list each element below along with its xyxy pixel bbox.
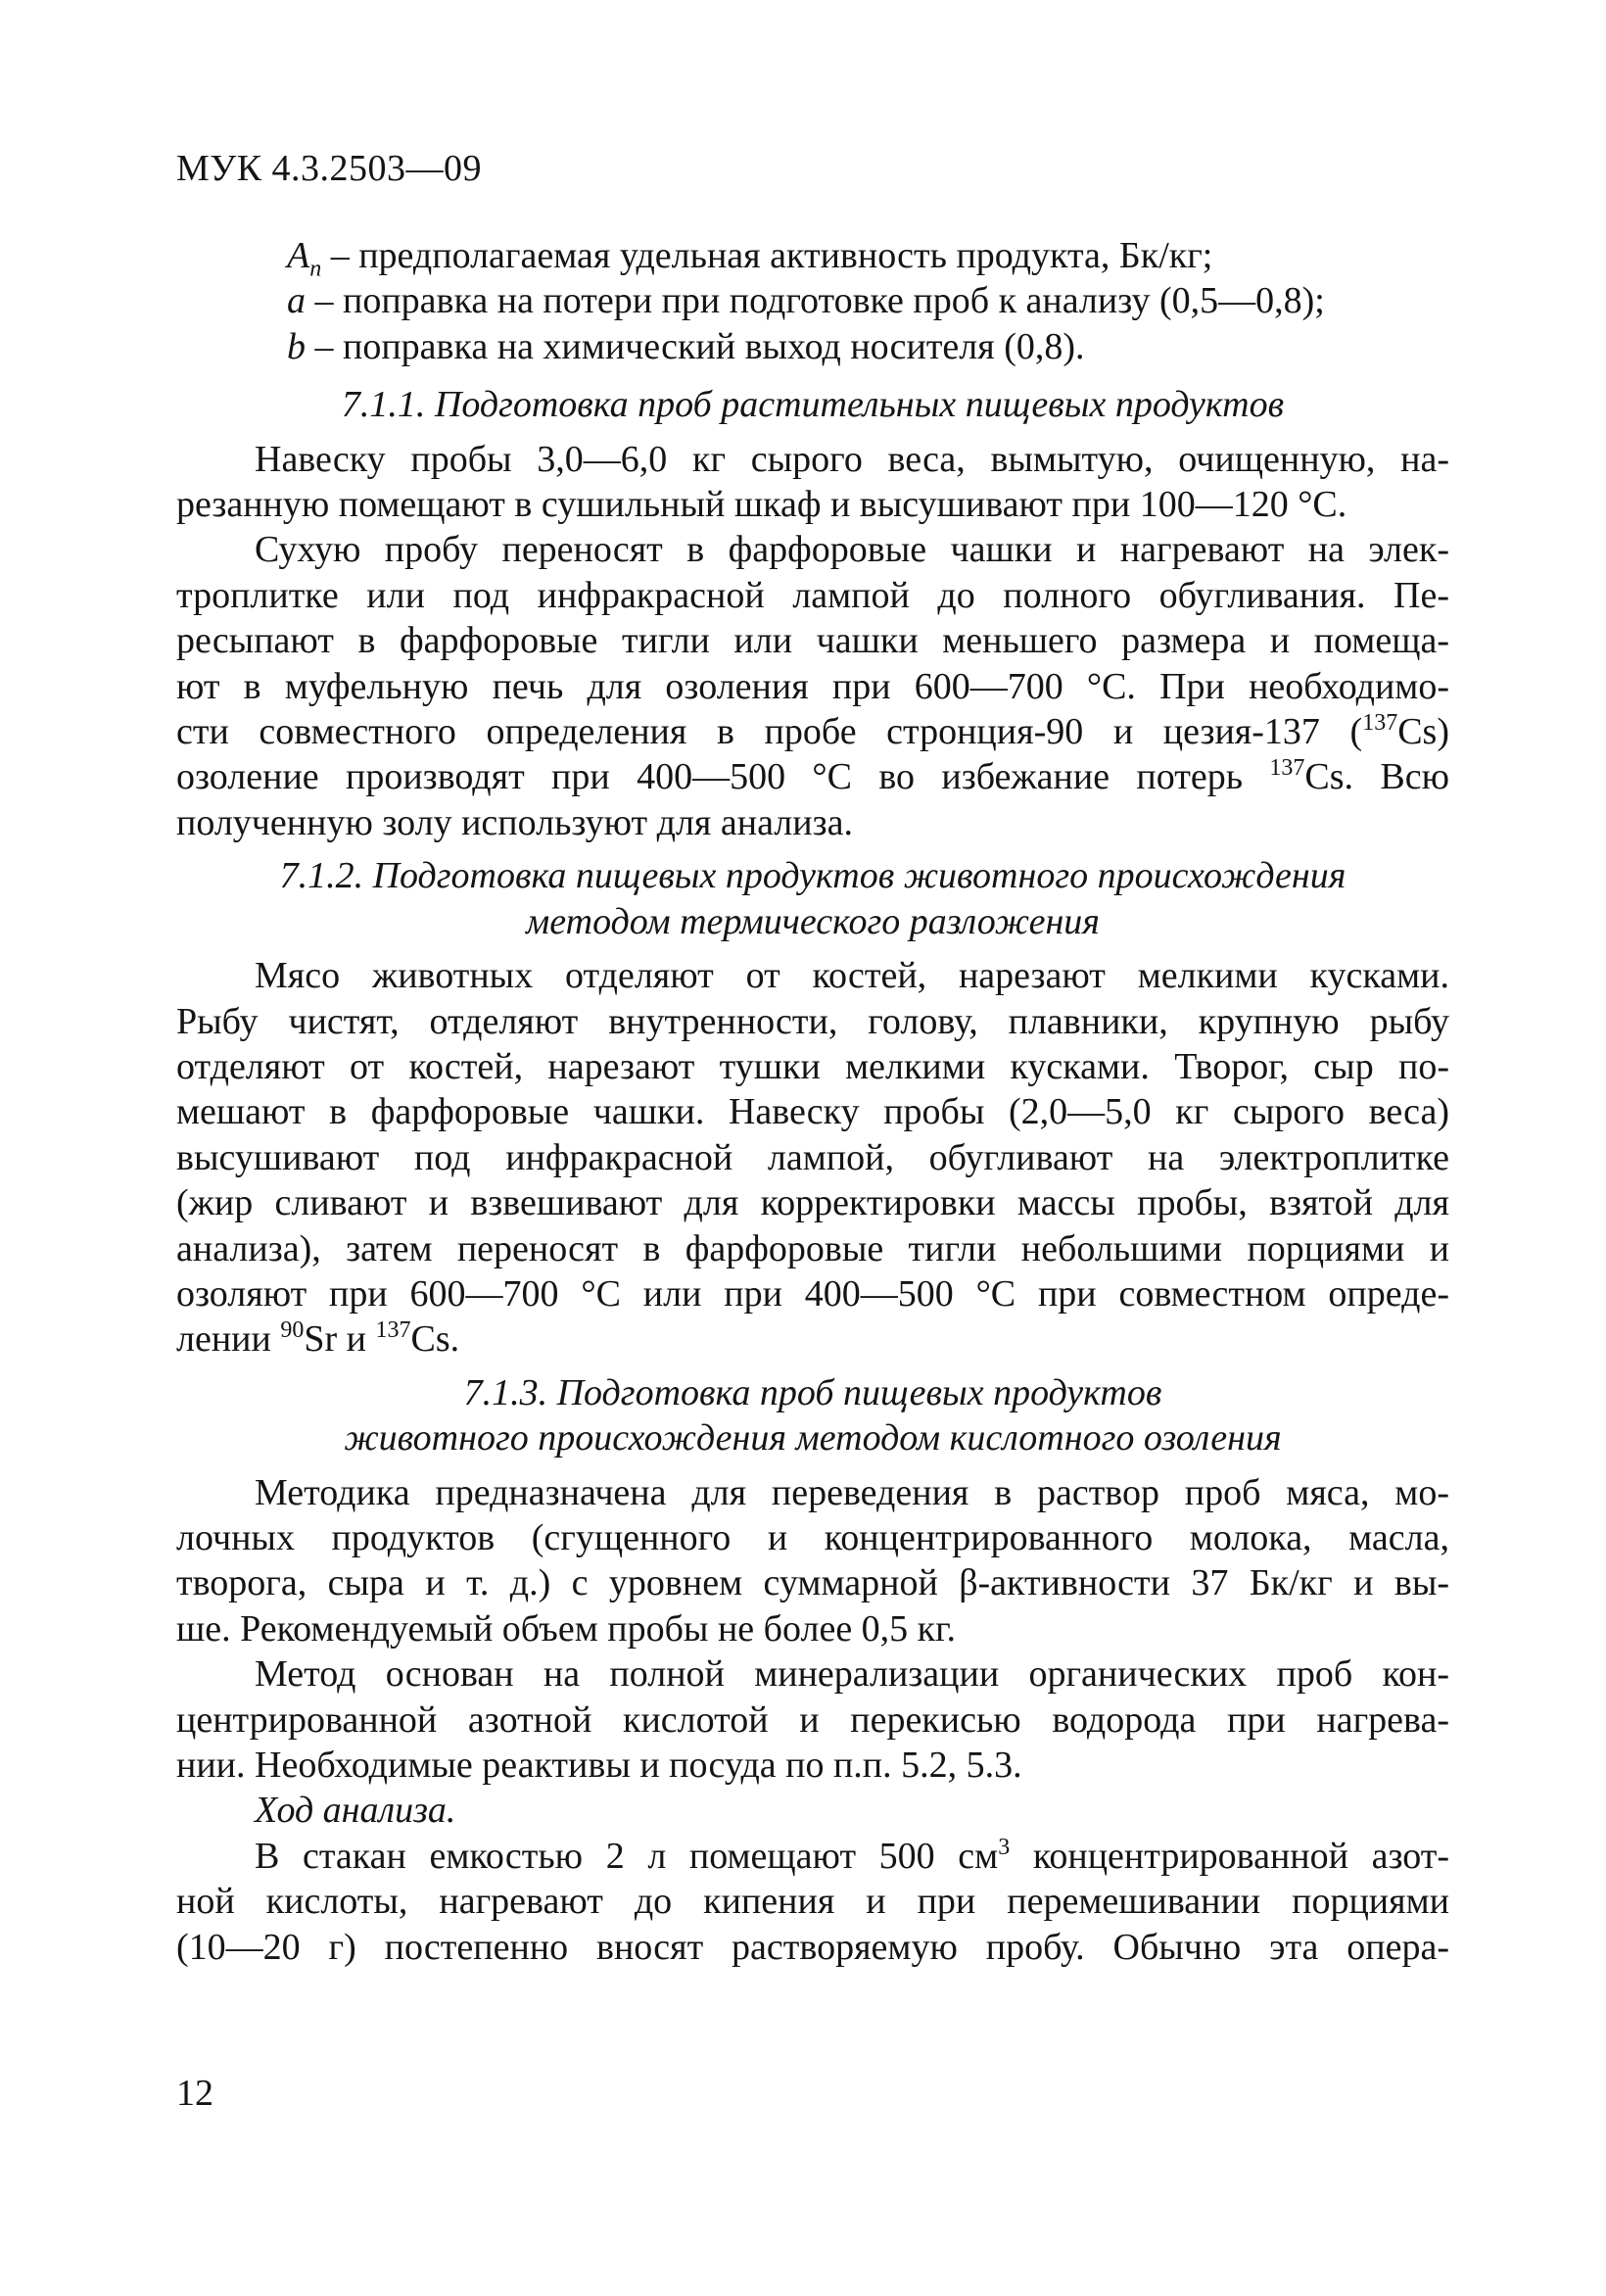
paragraph-7-1-1-weighing-cont: резанную помещают в сушильный шкаф и высушивают при 100—120 °С. [176, 484, 1347, 526]
definition-an: $A_п$ – предполагаемая удельная активность продукта, Бк/кг; [287, 235, 1213, 282]
text-line: (жир сливают и взвешивают для корректировки массы пробы, взятой для [176, 1182, 1449, 1224]
page-number: 12 [176, 2073, 213, 2114]
document-code-header: МУК 4.3.2503—09 [176, 148, 483, 189]
symbol-a: a [287, 280, 306, 322]
text-line: высушивают под инфракрасной лампой, обугливают на электроплитке [176, 1136, 1449, 1178]
text-line: ресыпают в фарфоровые тигли или чашки меньшего размера и помеща- [176, 620, 1449, 662]
section-heading-7-1-1: 7.1.1. Подготовка проб растительных пищевых продуктов [341, 384, 1285, 426]
text-line: ше. Рекомендуемый объем пробы не более 0,5 кг. [176, 1607, 956, 1650]
text-line: озоляют при 600—700 °С или при 400—500 °С при совместном опреде- [176, 1272, 1449, 1315]
section-heading-7-1-3: 7.1.3. Подготовка проб пищевых продуктов животного происхождения методом кислотного озоления [344, 1371, 1282, 1459]
paragraph-7-1-3-procedure: В стакан емкостью 2 л помещают 500 $см^3$ концентрированной азот- [255, 1834, 1450, 1877]
text-line: озоление производят при 400—500 °С во избежание потерь $^{137}$Cs. Всю [176, 755, 1449, 798]
paragraph-7-1-2: Мясо животных отделяют от костей, нарезают мелкими кусками. [255, 955, 1449, 997]
analysis-procedure-label: Ход анализа. [255, 1790, 456, 1832]
text-line: сти совместного определения в пробе стронция-90 и цезия-137 ($^{137}$Cs) [176, 710, 1449, 753]
text-line: (10—20 г) постепенно вносят растворяемую пробу. Обычно эта опера- [176, 1926, 1449, 1968]
text-line: творога, сыра и т. д.) с уровнем суммарной β-активности 37 Бк/кг и вы- [176, 1562, 1449, 1604]
text-line: анализа), затем переносят в фарфоровые тигли небольшими порциями и [176, 1227, 1449, 1269]
symbol-b: b [287, 325, 306, 367]
text-line: ной кислоты, нагревают до кипения и при перемешивании порциями [176, 1881, 1449, 1923]
section-heading-7-1-2: 7.1.2. Подготовка пищевых продуктов животного происхождения методом термического разложения [279, 855, 1346, 942]
paragraph-7-1-1-weighing: Навеску пробы 3,0—6,0 кг сырого веса, вымытую, очищенную, на- [255, 438, 1449, 480]
page-body [176, 233, 1449, 1970]
formula-definitions [176, 233, 1449, 369]
text-line: полученную золу используют для анализа. [176, 801, 853, 843]
text-line: троплитке или под инфракрасной лампой до полного обугливания. Пе- [176, 574, 1449, 616]
paragraph-7-1-1-ashing: Сухую пробу переносят в фарфоровые чашки и нагревают на элек- [255, 529, 1449, 571]
text-line: ют в муфельную печь для озоления при 600—700 °С. При необходимо- [176, 665, 1449, 707]
symbol-a-n: $A_п$ [287, 235, 322, 282]
text-line: отделяют от костей, нарезают тушки мелкими кусками. Творог, сыр по- [176, 1045, 1449, 1087]
paragraph-7-1-3-method: Методика предназначена для переведения в раствор проб мяса, мо- [255, 1471, 1449, 1513]
text-line: лении $^{90}$Sr и $^{137}$Cs. [176, 1317, 460, 1361]
definition-b: b – поправка на химический выход носителя (0,8). [287, 325, 1085, 367]
text-line: нии. Необходимые реактивы и посуда по п.п. 5.2, 5.3. [176, 1745, 1022, 1786]
text-line: центрированной азотной кислотой и перекисью водорода при нагрева- [176, 1698, 1449, 1741]
text-line: Рыбу чистят, отделяют внутренности, голову, плавники, крупную рыбу [176, 1000, 1449, 1042]
text-line: лочных продуктов (сгущенного и концентрированного молока, масла, [176, 1516, 1449, 1558]
definition-a: a – поправка на потери при подготовке проб к анализу (0,5—0,8); [287, 280, 1325, 322]
text-line: мешают в фарфоровые чашки. Навеску пробы (2,0—5,0 кг сырого веса) [176, 1091, 1449, 1133]
paragraph-7-1-3-basis: Метод основан на полной минерализации органических проб кон- [255, 1653, 1449, 1696]
